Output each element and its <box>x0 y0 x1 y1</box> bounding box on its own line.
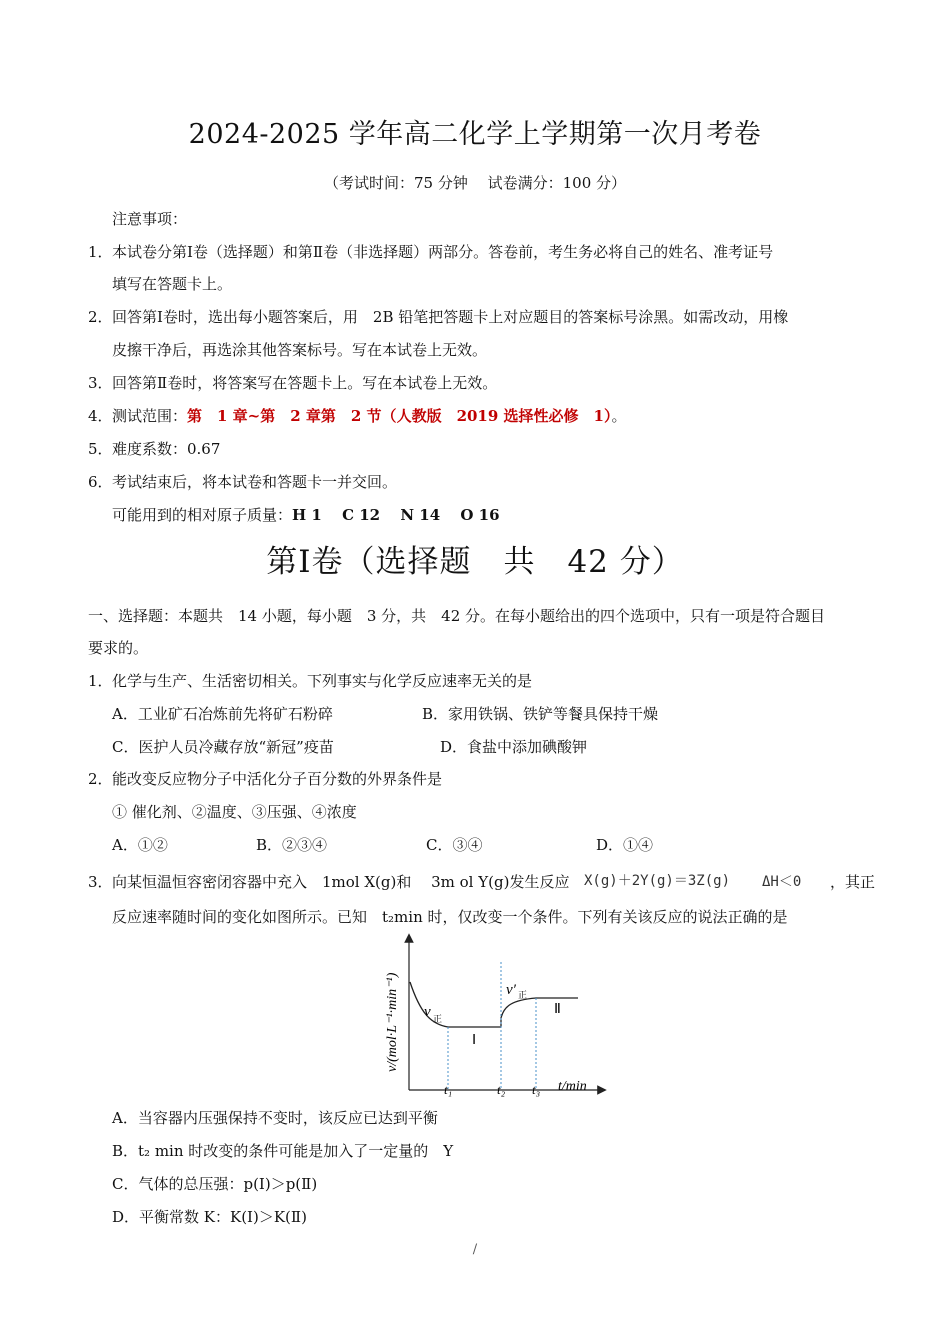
notice-item-2-line1: 回答第Ⅰ卷时，选出每小题答案后，用 2B 铅笔把答题卡上对应题目的答案标号涂黑。如需改动，用橡 <box>112 308 789 326</box>
question-1-stem: 化学与生产、生活密切相关。下列事实与化学反应速率无关的是 <box>112 672 533 690</box>
question-3-stem-line2: 反应速率随时间的变化如图所示。已知 t₂min 时，仅改变一个条件。下列有关该反应的说法正确的是 <box>112 908 788 926</box>
question-number: 1． <box>88 672 113 690</box>
x-tick-t3: t₃ <box>532 1082 541 1097</box>
notice-item-2-line2: 皮擦干净后，再选涂其他答案标号。写在本试卷上无效。 <box>112 341 488 359</box>
test-range-label: 测试范围： <box>112 407 188 425</box>
atomic-mass-line <box>112 504 500 525</box>
x-axis-label: t/min <box>558 1079 587 1094</box>
notice-num: 3． <box>88 374 113 392</box>
series-label-vp-sub: 正 <box>518 990 528 1000</box>
q3-option-d: D．平衡常数 K：K(Ⅰ)＞K(Ⅱ) <box>112 1208 307 1226</box>
test-range-suffix: 。 <box>611 407 627 425</box>
exam-info: （考试时间：75 分钟 试卷满分：100 分） <box>323 174 627 192</box>
section-title: 第Ⅰ卷（选择题 共 42 分） <box>266 544 684 580</box>
series-label-v-sub: 正 <box>433 1014 443 1024</box>
question-3-stem-b: ，其正 <box>830 873 876 891</box>
q2-option-a: A．①② <box>112 836 168 854</box>
question-number: 3． <box>88 873 113 891</box>
notice-item-3: 回答第Ⅱ卷时，将答案写在答题卡上。写在本试卷上无效。 <box>112 374 498 392</box>
q2-option-c: C．③④ <box>426 836 483 854</box>
reaction-equation: X(g)＋2Y(g)＝3Z(g) <box>584 873 731 889</box>
section-intro-line1: 一、选择题：本题共 14 小题，每小题 3 分，共 42 分。在每小题给出的四个选项中，只有一项是符合题目 <box>88 607 826 625</box>
q3-option-a: A．当容器内压强保持不变时，该反应已达到平衡 <box>112 1109 438 1127</box>
rate-time-chart <box>370 932 610 1102</box>
notice-item-1-line1: 本试卷分第Ⅰ卷（选择题）和第Ⅱ卷（非选择题）两部分。答卷前，考生务必将自己的姓名、准考证号 <box>112 243 774 261</box>
question-number: 2． <box>88 770 113 788</box>
notice-item-6: 考试结束后，将本试卷和答题卡一并交回。 <box>112 473 398 491</box>
atomic-mass-label: 可能用到的相对原子质量： <box>112 506 293 524</box>
notice-heading: 注意事项： <box>112 210 188 228</box>
q3-option-c: C．气体的总压强：p(Ⅰ)＞p(Ⅱ) <box>112 1175 318 1193</box>
notice-item-4 <box>112 405 627 426</box>
region-label-1: Ⅰ <box>472 1033 477 1048</box>
notice-item-1-line2: 填写在答题卡上。 <box>112 275 233 293</box>
atomic-mass-values: H 1 C 12 N 14 O 16 <box>292 506 500 524</box>
x-tick-t2: t₂ <box>497 1082 506 1097</box>
notice-num: 2． <box>88 308 113 326</box>
q3-option-b: B．t₂ min 时改变的条件可能是加入了一定量的 Y <box>112 1142 454 1160</box>
series-label-v: v <box>424 1004 431 1020</box>
question-2-conditions: ① 催化剂、②温度、③压强、④浓度 <box>112 803 357 821</box>
series-label-vp: v′ <box>506 982 516 998</box>
notice-num: 5． <box>88 440 113 458</box>
q1-option-d: D．食盐中添加碘酸钾 <box>440 738 588 756</box>
page-title: 2024-2025 学年高二化学上学期第一次月考卷 <box>188 119 762 150</box>
series-v-forward-prime <box>501 998 578 1027</box>
notice-num: 1． <box>88 243 113 261</box>
question-3-stem-a: 向某恒温恒容密闭容器中充入 1mol X(g)和 3m ol Y(g)发生反应 <box>112 873 570 891</box>
test-range-value: 第 1 章~第 2 章第 2 节（人教版 2019 选择性必修 1） <box>187 407 612 425</box>
notice-num: 6． <box>88 473 113 491</box>
x-tick-t1: t₁ <box>444 1082 453 1097</box>
enthalpy-change: ΔH＜0 <box>762 874 802 890</box>
q2-option-d: D．①④ <box>596 836 654 854</box>
question-2-stem: 能改变反应物分子中活化分子百分数的外界条件是 <box>112 770 443 788</box>
q1-option-b: B．家用铁锅、铁铲等餐具保持干燥 <box>422 705 659 723</box>
page-footer: / <box>472 1242 478 1257</box>
y-axis-label: v/(mol·L⁻¹·min⁻¹) <box>385 972 400 1072</box>
q2-option-b: B．②③④ <box>256 836 328 854</box>
notice-item-5: 难度系数：0.67 <box>112 440 221 458</box>
q1-option-a: A．工业矿石冶炼前先将矿石粉碎 <box>112 705 333 723</box>
q1-option-c: C．医护人员冷藏存放“新冠”疫苗 <box>112 738 334 756</box>
region-label-2: Ⅱ <box>554 1002 561 1017</box>
notice-num: 4． <box>88 407 113 425</box>
section-intro-line2: 要求的。 <box>88 639 149 657</box>
